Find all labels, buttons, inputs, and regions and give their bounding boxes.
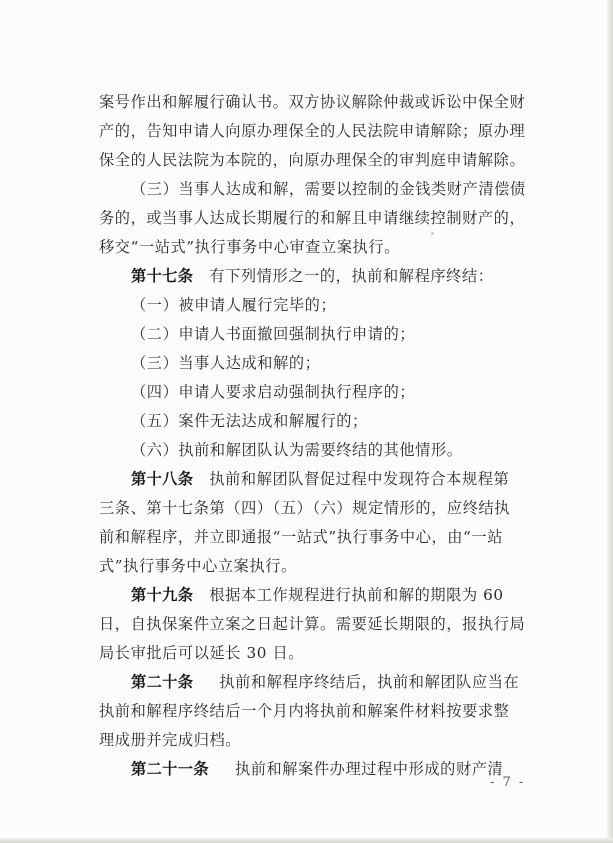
text-line: 产的，告知申请人向原办理保全的人民法院申请解除；原办理 [99,122,526,140]
text-line: 保全的人民法院为本院的，向原办理保全的审判庭申请解除。 [99,151,526,169]
article-18-heading [99,465,529,494]
text-line: 务的，或当事人达成长期履行的和解且申请继续控制财产的， [99,209,526,227]
article-17-item: （五）案件无法达成和解履行的； [131,412,368,430]
article-17-heading [99,262,529,291]
article-17-text: 有下列情形之一的，执前和解程序终结： [209,267,494,285]
article-19-text: 根据本工作规程进行执前和解的期限为 60 [209,586,504,604]
article-18-label: 第十八条 [131,470,194,488]
page-number: - 7 - [490,775,526,790]
article-18-text: 执前和解团队督促过程中发现符合本规程第 [209,470,510,488]
article-17-item: （四）申请人要求启动强制执行程序的； [131,383,416,401]
article-21-text: 执前和解案件办理过程中形成的财产清 [234,760,504,778]
text-line: 式”执行事务中心立案执行。 [99,557,297,575]
article-17-label: 第十七条 [131,267,194,285]
document-body [99,88,529,784]
article-17-item: （三）当事人达成和解的； [131,354,321,372]
text-line: 移交“一站式”执行事务中心审查立案执行。 [99,238,400,256]
article-19-label: 第十九条 [131,586,194,604]
text-line: 案号作出和解履行确认书。双方协议解除仲裁或诉讼中保全财 [99,93,526,111]
article-17-item: （二）申请人书面撤回强制执行申请的； [131,325,416,343]
article-17-item: （一）被申请人履行完毕的； [131,296,337,314]
article-21-label: 第二十一条 [131,760,209,778]
text-line: 日，自执保案件立案之日起计算。需要延长期限的，报执行局 [99,615,526,633]
text-line: 局长审批后可以延长 30 日。 [99,644,305,662]
text-line: 执前和解程序终结后一个月内将执前和解案件材料按要求整 [99,702,510,720]
article-19-heading [99,581,529,610]
article-20-heading [99,668,529,697]
page-edge-shadow-bottom [0,838,613,843]
page-edge-shadow-right [607,0,613,843]
text-line: （三）当事人达成和解，需要以控制的金钱类财产清偿债 [131,180,526,198]
article-20-label: 第二十条 [131,673,194,691]
text-line: 前和解程序，并立即通报“一站式”执行事务中心，由“一站 [99,528,503,546]
article-20-text: 执前和解程序终结后，执前和解团队应当在 [219,673,520,691]
article-21-heading [99,755,529,784]
text-line: 三条、第十七条第（四）（五）（六）规定情形的，应终结执 [99,499,511,517]
text-line: 理成册并完成归档。 [99,731,242,749]
article-17-item: （六）执前和解团队认为需要终结的其他情形。 [131,441,463,459]
